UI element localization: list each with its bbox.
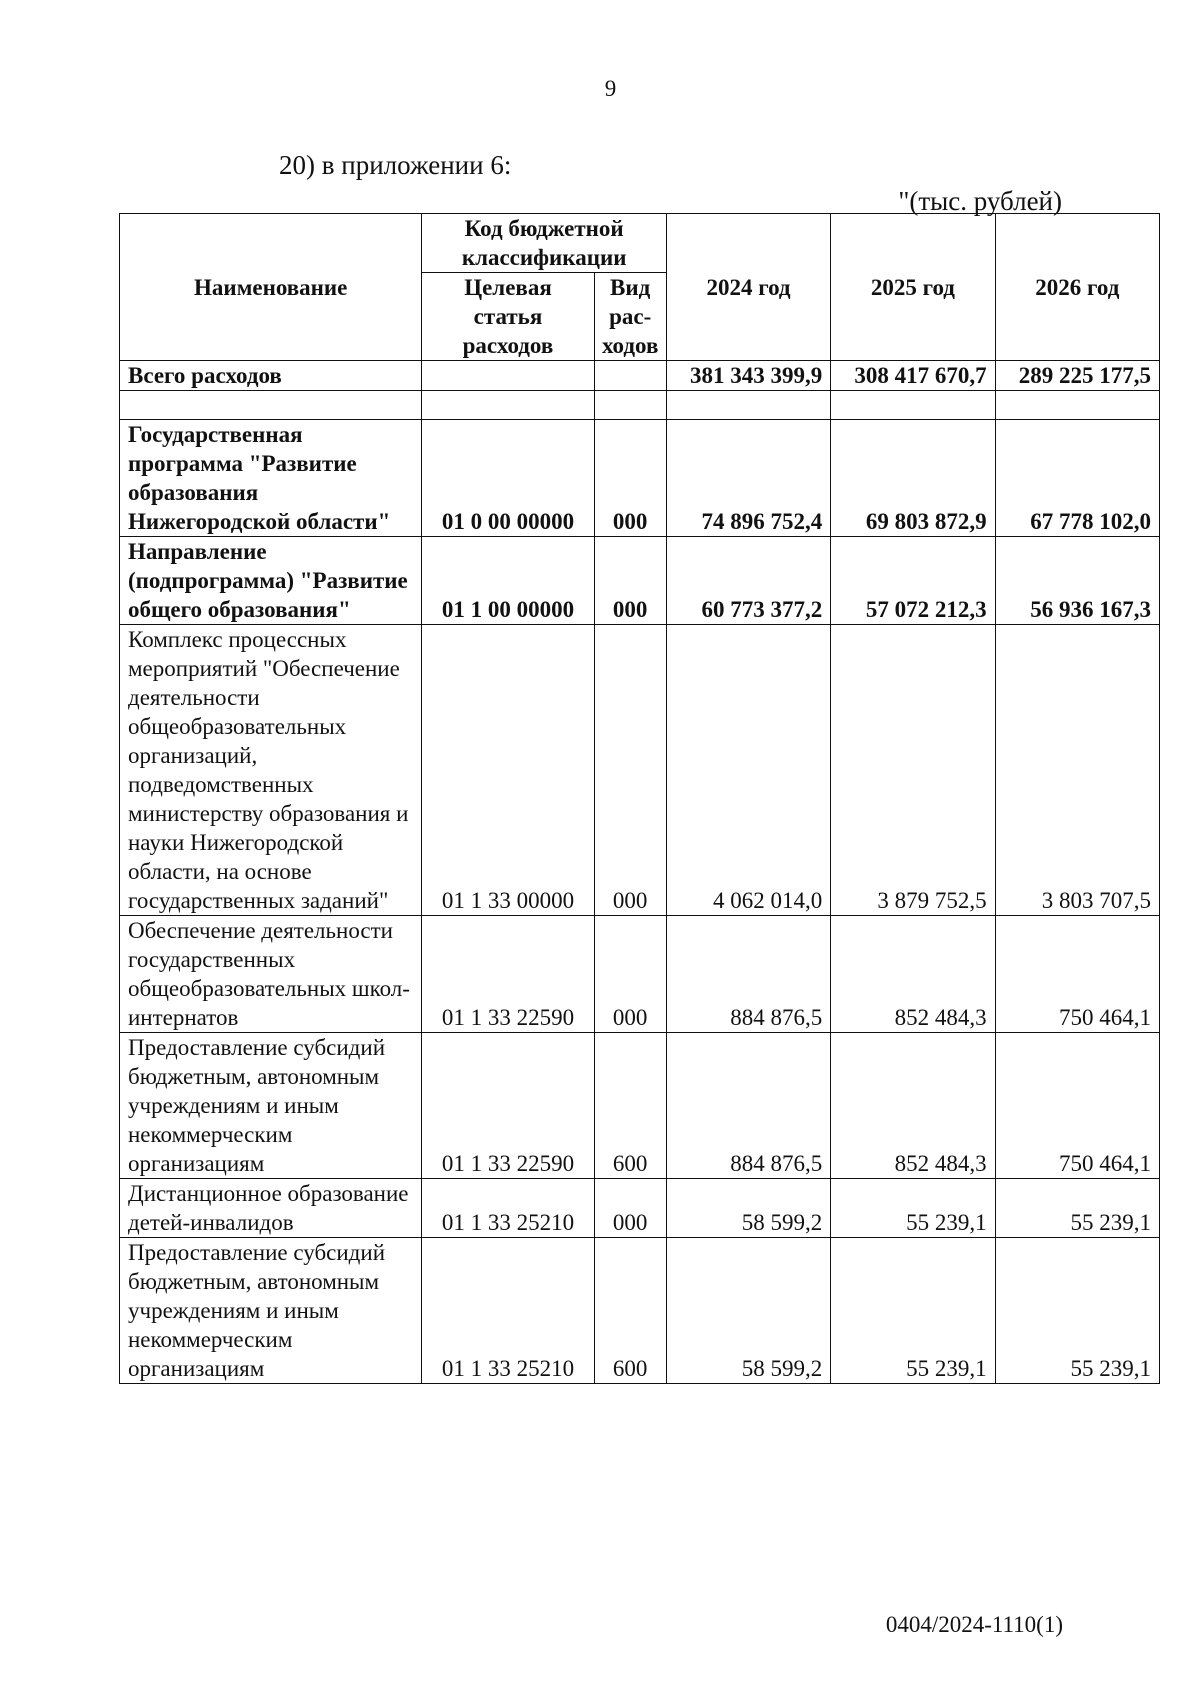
- row-name: Государственная программа "Развитие образования Нижегородской области": [120, 420, 422, 537]
- row-code: 01 1 33 00000: [422, 625, 594, 916]
- total-code: [422, 361, 594, 391]
- intro-text: 20) в приложении 6:: [279, 150, 512, 180]
- table-row: [120, 916, 1160, 1033]
- row-vid: 000: [594, 916, 666, 1033]
- header-name: Наименование: [120, 214, 422, 361]
- header-2025: 2025 год: [831, 214, 995, 361]
- spacer-row: [120, 391, 1160, 420]
- header-2024: 2024 год: [666, 214, 830, 361]
- row-code: 01 0 00 00000: [422, 420, 594, 537]
- row-2025: 55 239,1: [831, 1238, 995, 1384]
- row-name: Предоставление субсидий бюджетным, автономным учреждениям и иным некоммерческим организациям: [120, 1033, 422, 1179]
- header-2026: 2026 год: [995, 214, 1159, 361]
- row-code: 01 1 33 25210: [422, 1179, 594, 1238]
- total-2026: 289 225 177,5: [995, 361, 1159, 391]
- row-code: 01 1 33 22590: [422, 916, 594, 1033]
- table-row: [120, 1238, 1160, 1384]
- row-2026: 67 778 102,0: [995, 420, 1159, 537]
- row-2026: 56 936 167,3: [995, 537, 1159, 625]
- total-row: [120, 361, 1160, 391]
- row-vid: 600: [594, 1033, 666, 1179]
- row-2026: 55 239,1: [995, 1179, 1159, 1238]
- row-name: Предоставление субсидий бюджетным, автономным учреждениям и иным некоммерческим организациям: [120, 1238, 422, 1384]
- row-vid: 000: [594, 1179, 666, 1238]
- total-2025: 308 417 670,7: [831, 361, 995, 391]
- table-row: [120, 625, 1160, 916]
- row-vid: 000: [594, 420, 666, 537]
- row-2024: 58 599,2: [666, 1179, 830, 1238]
- row-2024: 74 896 752,4: [666, 420, 830, 537]
- row-2025: 57 072 212,3: [831, 537, 995, 625]
- row-2025: 3 879 752,5: [831, 625, 995, 916]
- row-2026: 750 464,1: [995, 916, 1159, 1033]
- total-name: Всего расходов: [120, 361, 422, 391]
- row-2024: 884 876,5: [666, 1033, 830, 1179]
- row-2025: 852 484,3: [831, 916, 995, 1033]
- row-code: 01 1 33 22590: [422, 1033, 594, 1179]
- document-code: 0404/2024-1110(1): [885, 1612, 1063, 1637]
- total-vid: [594, 361, 666, 391]
- row-2024: 884 876,5: [666, 916, 830, 1033]
- row-vid: 600: [594, 1238, 666, 1384]
- row-2025: 69 803 872,9: [831, 420, 995, 537]
- header-expense-type: Вид рас-ходов: [594, 273, 666, 361]
- row-name: Направление (подпрограмма) "Развитие общего образования": [120, 537, 422, 625]
- table-row: [120, 420, 1160, 537]
- row-vid: 000: [594, 537, 666, 625]
- units-label: "(тыс. рублей): [898, 186, 1062, 216]
- row-vid: 000: [594, 625, 666, 916]
- header-code-group: Код бюджетной классификации: [422, 214, 666, 273]
- table-row: [120, 537, 1160, 625]
- row-2024: 58 599,2: [666, 1238, 830, 1384]
- row-2024: 4 062 014,0: [666, 625, 830, 916]
- row-code: 01 1 33 25210: [422, 1238, 594, 1384]
- header-target-article: Целевая статья расходов: [422, 273, 594, 361]
- total-2024: 381 343 399,9: [666, 361, 830, 391]
- row-name: Обеспечение деятельности государственных общеобразовательных школ-интернатов: [120, 916, 422, 1033]
- page-number: 9: [604, 76, 617, 101]
- row-2025: 852 484,3: [831, 1033, 995, 1179]
- row-code: 01 1 00 00000: [422, 537, 594, 625]
- row-name: Дистанционное образование детей-инвалидов: [120, 1179, 422, 1238]
- table-row: [120, 1179, 1160, 1238]
- budget-table: [119, 213, 1160, 1384]
- row-2024: 60 773 377,2: [666, 537, 830, 625]
- row-name: Комплекс процессных мероприятий "Обеспечение деятельности общеобразовательных организаций, подведомственных министерству образования и науки Нижегородской области, на основе государственных заданий": [120, 625, 422, 916]
- row-2026: 750 464,1: [995, 1033, 1159, 1179]
- row-2026: 55 239,1: [995, 1238, 1159, 1384]
- row-2026: 3 803 707,5: [995, 625, 1159, 916]
- row-2025: 55 239,1: [831, 1179, 995, 1238]
- table-row: [120, 1033, 1160, 1179]
